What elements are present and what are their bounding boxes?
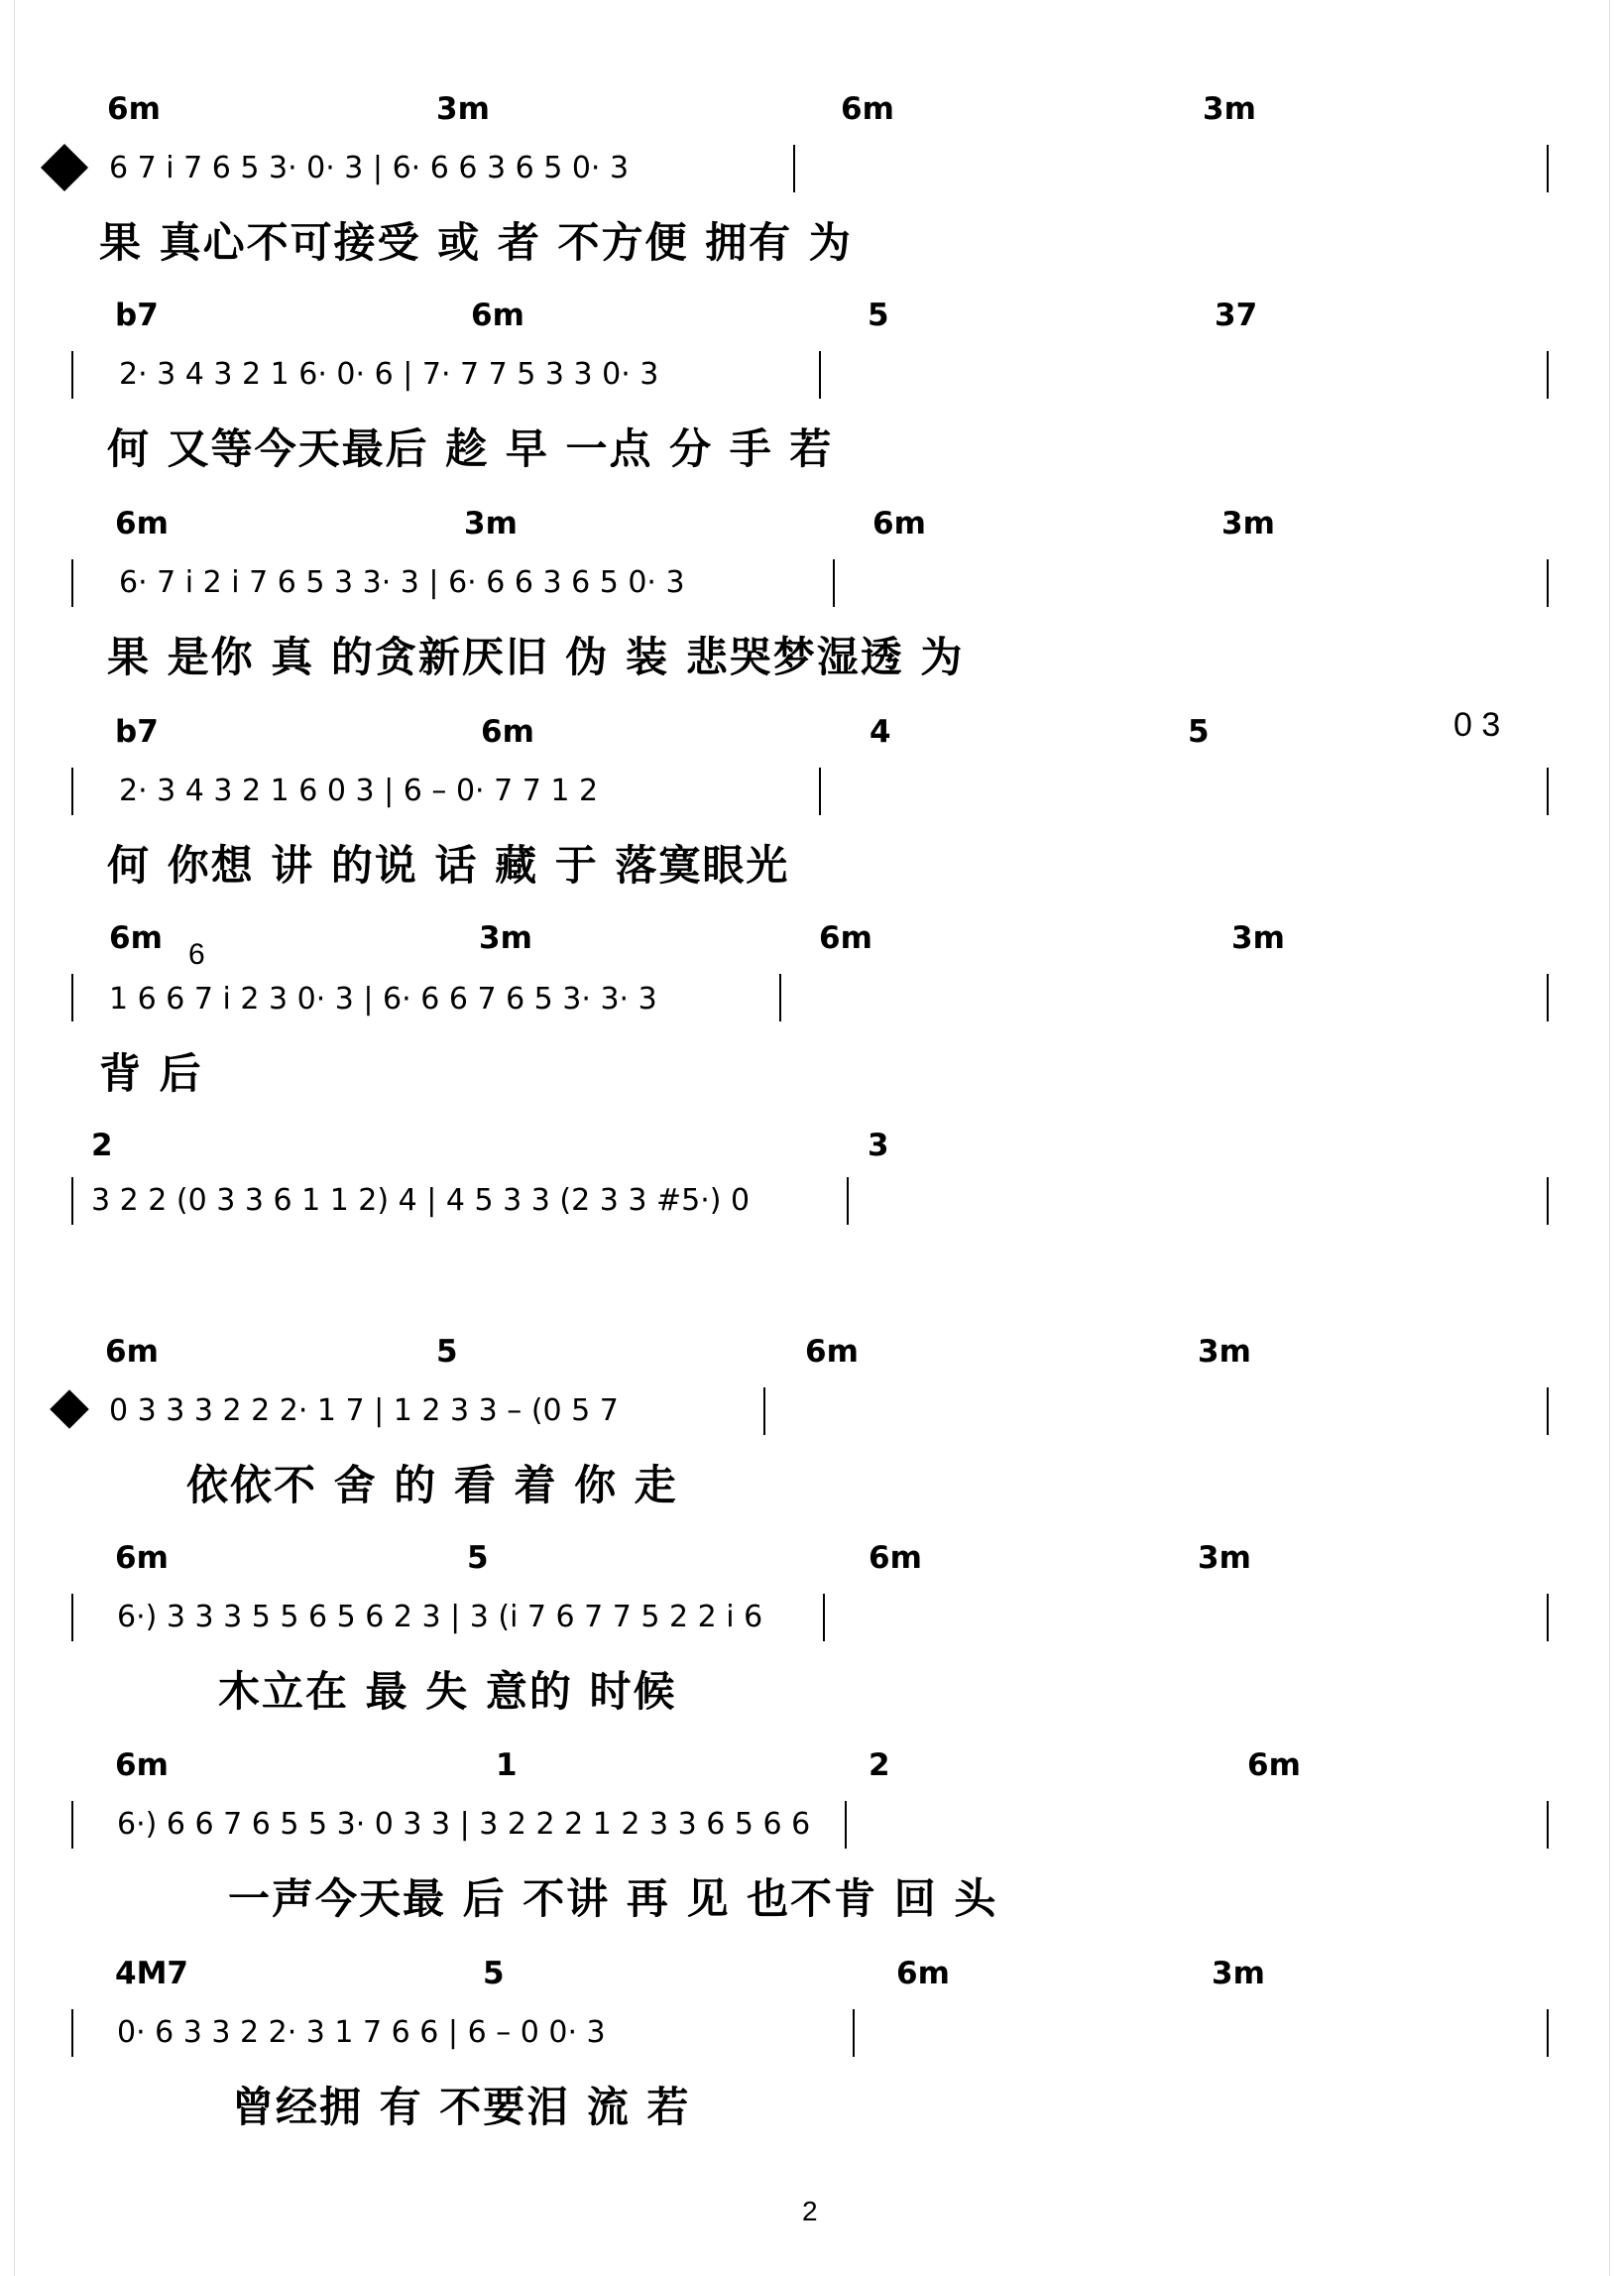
- lyric-line: 依依不 舍 的 看 着 你 走: [186, 1461, 678, 1509]
- chord: b7: [115, 714, 159, 750]
- bar-line: [1547, 559, 1549, 607]
- notation-line: 0· 6 3 3 2 2· 3 1 7 6 6 | 6 – 0 0· 3: [117, 2015, 606, 2050]
- notation-line: 2· 3 4 3 2 1 6· 0· 6 | 7· 7 7 5 3 3 0· 3: [119, 357, 659, 392]
- bar-line: [1547, 2009, 1549, 2057]
- chord: 3m: [479, 920, 532, 956]
- chord: 6m: [1247, 1747, 1301, 1783]
- notation-line: 1 6 6 7 i 2 3 0· 3 | 6· 6 6 7 6 5 3· 3· 3: [109, 982, 657, 1017]
- notation-line: 6 7 i 7 6 5 3· 0· 3 | 6· 6 6 3 6 5 0· 3: [109, 151, 630, 185]
- right-page-edge: [1609, 0, 1624, 2276]
- bar-line: [1547, 974, 1549, 1021]
- chord: 6m: [819, 920, 872, 956]
- bar-line: [763, 1387, 765, 1435]
- bar-line: [1547, 1594, 1549, 1641]
- chord: 6m: [805, 1334, 859, 1370]
- chord: 6m: [481, 714, 534, 750]
- chord: 6m: [115, 1747, 169, 1783]
- segno-diamond-icon: [41, 144, 88, 191]
- lyric-line: 一声今天最 后 不讲 再 见 也不肯 回 头: [228, 1874, 998, 1923]
- chord: 2: [91, 1128, 113, 1163]
- lyric-line: 何 你想 讲 的说 话 藏 于 落寞眼光: [107, 841, 790, 890]
- bar-line: [71, 559, 73, 607]
- chord: 6m: [115, 506, 169, 541]
- chord: 3m: [1198, 1334, 1251, 1370]
- chord: 5: [1188, 714, 1210, 750]
- chord: 37: [1215, 298, 1258, 333]
- bar-line: [779, 974, 781, 1021]
- bar-line: [71, 351, 73, 399]
- bar-line: [71, 974, 73, 1021]
- chord: 2: [869, 1747, 890, 1783]
- bar-line: [71, 1801, 73, 1849]
- bar-line: [853, 2009, 855, 2057]
- bar-line: [71, 2009, 73, 2057]
- chord: 3m: [1203, 91, 1256, 127]
- chord: 6m: [107, 91, 161, 127]
- notation-line: 6·) 3 3 3 5 5 6 5 6 2 3 | 3 (i 7 6 7 7 5 2 2 i 6: [117, 1600, 763, 1634]
- chord: 5: [467, 1540, 489, 1576]
- chord: 6m: [896, 1956, 950, 1991]
- segno-diamond-icon: [50, 1389, 89, 1429]
- chord: b7: [115, 298, 159, 333]
- lyric-line: 背 后: [99, 1049, 203, 1098]
- chord: 6m: [841, 91, 894, 127]
- bar-line: [71, 1177, 73, 1225]
- chord: 6m: [109, 920, 163, 956]
- chord: 3m: [464, 506, 518, 541]
- bar-line: [1547, 145, 1549, 192]
- bar-line: [823, 1594, 825, 1641]
- page-number: 2: [802, 2196, 818, 2226]
- bar-line: [819, 768, 821, 815]
- lyric-line: 曾经拥 有 不要泪 流 若: [232, 2083, 691, 2131]
- notation-line: 0 3 3 3 2 2 2· 1 7 | 1 2 3 3 – (0 5 7: [109, 1393, 619, 1428]
- notation-line: 6· 7 i 2 i 7 6 5 3 3· 3 | 6· 6 6 3 6 5 0· 3: [119, 565, 685, 600]
- bar-line: [1547, 1177, 1549, 1225]
- lyric-line: 果 是你 真 的贪新厌旧 伪 装 悲哭梦湿透 为: [107, 633, 965, 681]
- chord: 3m: [436, 91, 490, 127]
- notation-line: 6·) 6 6 7 6 5 5 3· 0 3 3 | 3 2 2 2 1 2 3 3 6 5 6 6: [117, 1807, 811, 1842]
- bar-line: [1547, 1387, 1549, 1435]
- bar-line: [1547, 768, 1549, 815]
- chord: 5: [483, 1956, 505, 1991]
- chord: 6m: [115, 1540, 169, 1576]
- chord: 3: [868, 1128, 889, 1163]
- chord: 4M7: [115, 1956, 188, 1991]
- chord: 1: [496, 1747, 518, 1783]
- chord: 3m: [1212, 1956, 1265, 1991]
- notation-line: 2· 3 4 3 2 1 6 0 3 | 6 – 0· 7 7 1 2: [119, 774, 599, 808]
- chord: 5: [436, 1334, 458, 1370]
- bar-line: [847, 1177, 849, 1225]
- lyric-line: 何 又等今天最后 趁 早 一点 分 手 若: [107, 424, 834, 473]
- chord: 3m: [1231, 920, 1285, 956]
- bar-line: [1547, 351, 1549, 399]
- chord: 5: [868, 298, 889, 333]
- chord: 6m: [471, 298, 524, 333]
- chord: 6m: [872, 506, 926, 541]
- bar-line: [793, 145, 795, 192]
- lyric-line: 果 真心不可接受 或 者 不方便 拥有 为: [99, 218, 853, 267]
- bar-line: [71, 768, 73, 815]
- small-annotation: 6: [188, 938, 205, 971]
- bar-line: [845, 1801, 847, 1849]
- bar-line: [819, 351, 821, 399]
- chord: 6m: [105, 1334, 159, 1370]
- lyric-line: 木立在 最 失 意的 时候: [218, 1667, 677, 1716]
- chord: 4: [870, 714, 891, 750]
- chord: 3m: [1198, 1540, 1251, 1576]
- chord: 3m: [1221, 506, 1275, 541]
- bar-line: [71, 1594, 73, 1641]
- notation-line: 3 2 2 (0 3 3 6 1 1 2) 4 | 4 5 3 3 (2 3 3 #5·) 0: [91, 1183, 751, 1218]
- left-page-edge: [0, 0, 15, 2276]
- bar-line: [1547, 1801, 1549, 1849]
- chord: 6m: [869, 1540, 922, 1576]
- small-annotation: 0 3: [1453, 706, 1501, 744]
- bar-line: [833, 559, 835, 607]
